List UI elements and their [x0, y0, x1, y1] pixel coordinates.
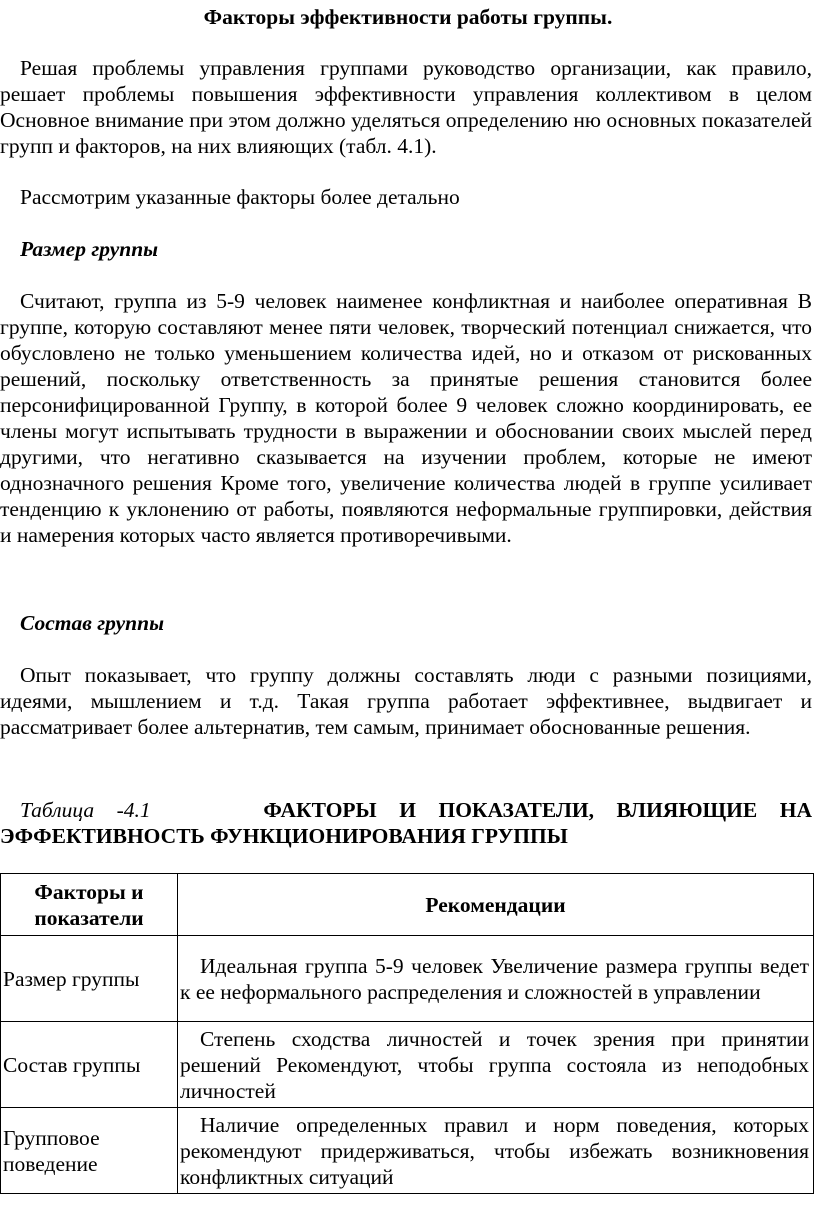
table-caption-lead: Таблица -4.1 [20, 798, 151, 822]
intro-paragraph: Решая проблемы управления группами руководство организации, как правило, решает проблемы повышения эффективности управления коллективом в целом Основное внимание при этом должно уделяться определению ню основных показателей групп и факторов, на них влияющих (табл. 4.1). [0, 56, 812, 158]
table-cell-factor: Размер группы [1, 936, 178, 1022]
size-heading: Размер группы [20, 237, 159, 261]
table-cell-recommendation: Степень сходства личностей и точек зрения при принятии решений Рекомендуют, чтобы группа состояла из неподобных личностей [178, 1022, 814, 1108]
table-header-row [1, 874, 814, 936]
table-caption [0, 797, 812, 849]
table-cell-factor: Групповое поведение [1, 1108, 178, 1194]
table-row [1, 1108, 814, 1194]
table-row [1, 1022, 814, 1108]
table-header-factors: Факторы и показатели [1, 874, 178, 936]
page-title: Факторы эффективности работы группы. [203, 5, 613, 29]
table-cell-factor: Состав группы [1, 1022, 178, 1108]
size-paragraph: Считают, группа из 5-9 человек наименее конфликтная и наиболее оперативная В группе, которую составляют менее пяти человек, творческий потенциал снижается, что обусловлено не только уменьшением количества идей, но и отказом от рискованных решений, поскольку ответственность за принятые решения становится более персонифицированной Группу, в которой более 9 человек сложно координировать, ее члены могут испытывать трудности в выражении и обосновании своих мыслей перед другими, что негативно сказывается на изучении проблем, которые не имеют однозначного решения Кроме того, увеличение количества людей в группе усиливает тенденцию к уклонению от работы, появляются неформальные группировки, действия и намерения которых часто является противоречивыми. [0, 289, 812, 547]
table-row [1, 936, 814, 1022]
table-cell-recommendation: Идеальная группа 5-9 человек Увеличение размера группы ведет к ее неформального распределения и сложностей в управлении [178, 936, 814, 1022]
factors-table [0, 873, 814, 1194]
consider-paragraph: Рассмотрим указанные факторы более детально [20, 185, 460, 209]
table-caption-title: ФАКТОРЫ И ПОКАЗАТЕЛИ, ВЛИЯЮЩИЕ НА ЭФФЕКТИВНОСТЬ ФУНКЦИОНИРОВАНИЯ ГРУППЫ [0, 798, 813, 848]
table-header-recommendations: Рекомендации [178, 874, 814, 936]
composition-paragraph: Опыт показывает, что группу должны составлять люди с разными позициями, идеями, мышлением и т.д. Такая группа работает эффективнее, выдвигает и рассматривает более альтернатив, тем самым, принимает обоснованные решения. [0, 663, 812, 739]
composition-heading: Состав группы [20, 611, 165, 635]
table-cell-recommendation: Наличие определенных правил и норм поведения, которых рекомендуют придерживаться, чтобы избежать возникновения конфликтных ситуаций [178, 1108, 814, 1194]
